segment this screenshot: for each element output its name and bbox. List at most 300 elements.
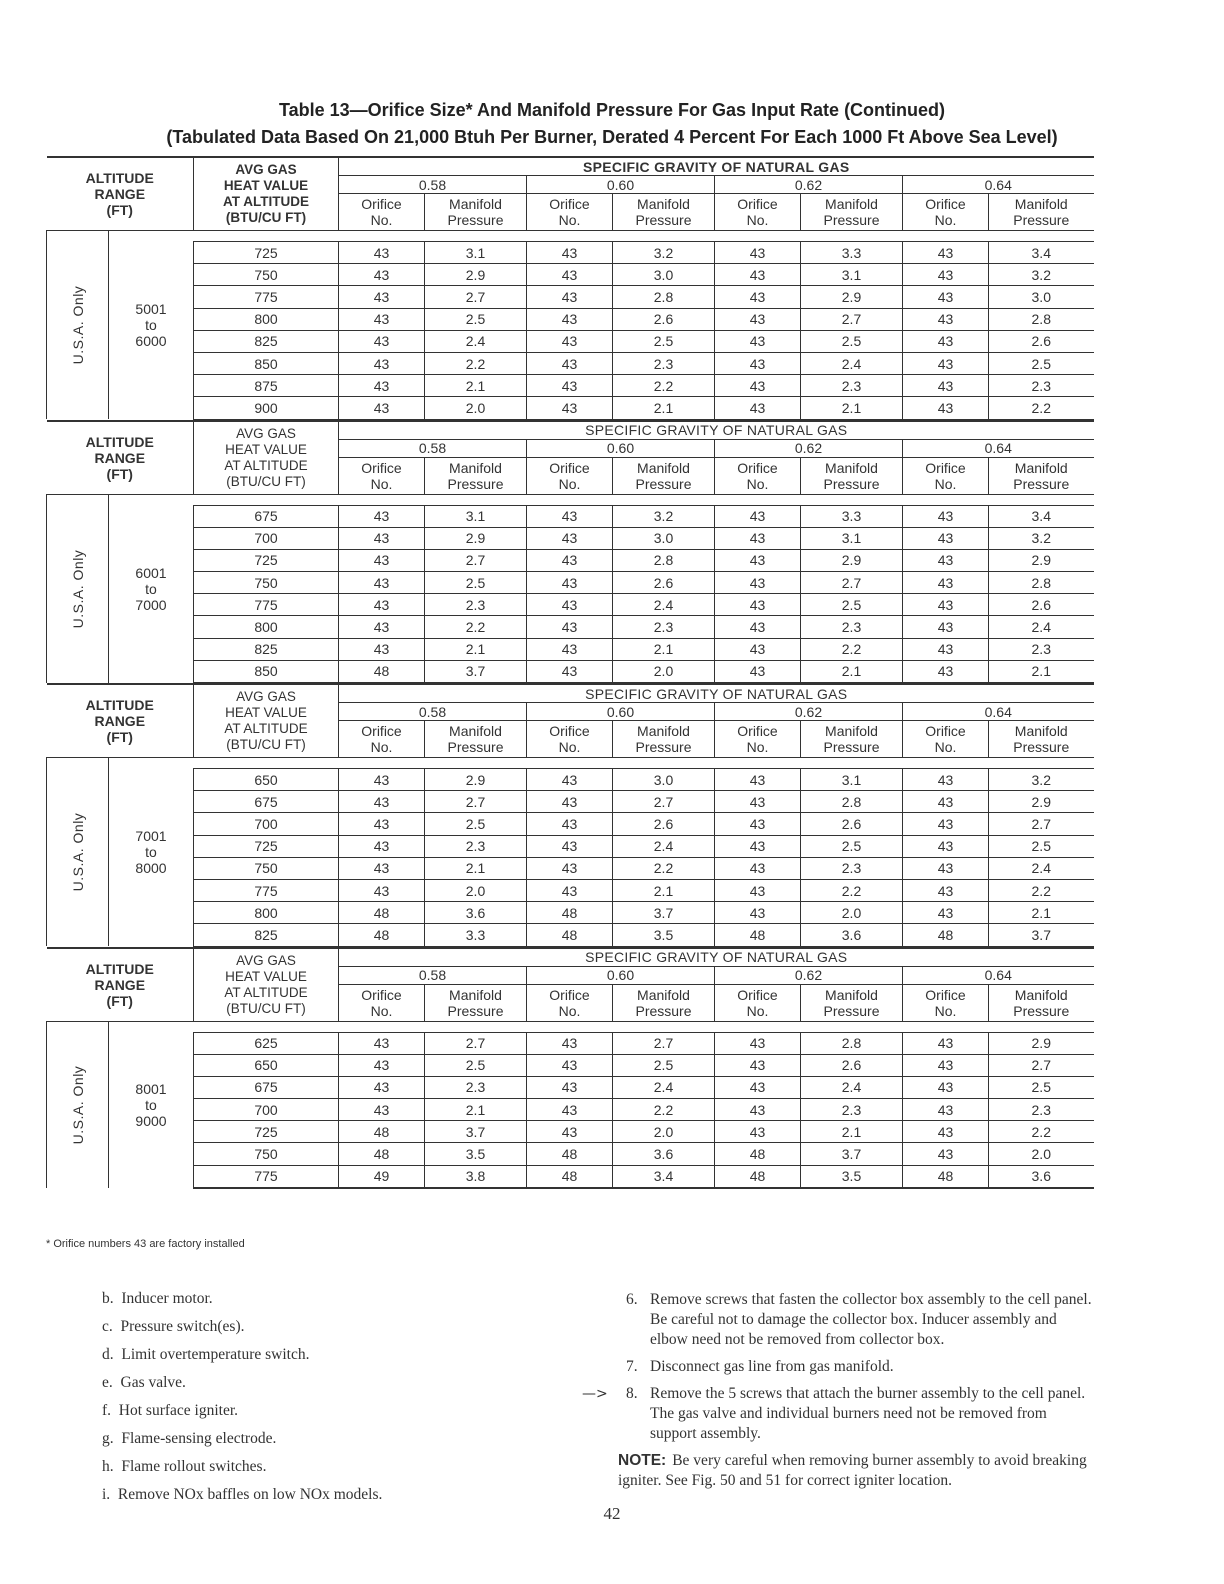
orifice-no-cell: 43 <box>903 594 989 616</box>
orifice-no-cell: 43 <box>339 835 425 857</box>
orifice-no-cell: 43 <box>715 397 801 419</box>
manifold-pressure-cell: 2.6 <box>613 308 715 330</box>
header-row <box>47 684 1094 703</box>
orifice-no-header-line: No. <box>934 1002 957 1019</box>
heat-value-cell: 700 <box>194 527 339 549</box>
orifice-no-cell: 48 <box>339 924 425 946</box>
orifice-no-cell: 43 <box>903 813 989 835</box>
manifold-pressure-cell: 2.9 <box>989 791 1094 813</box>
procedure-steps <box>582 1290 1092 1491</box>
table-row <box>47 813 1094 835</box>
manifold-pressure-header-line: Manifold <box>449 196 502 212</box>
spacer-row <box>47 494 1094 505</box>
note <box>618 1451 1092 1491</box>
orifice-no-header <box>527 457 613 494</box>
manifold-pressure-header-line: Manifold <box>637 196 690 212</box>
orifice-no-cell: 43 <box>527 1054 613 1076</box>
manifold-pressure-cell: 2.7 <box>425 1032 527 1054</box>
orifice-no-header-line: Orifice <box>737 986 778 1003</box>
orifice-no-cell: 43 <box>715 242 801 264</box>
note-label: NOTE: <box>618 1452 667 1469</box>
manifold-pressure-cell: 2.8 <box>801 1032 903 1054</box>
heat-value-cell: 650 <box>194 769 339 791</box>
manifold-pressure-cell: 3.4 <box>989 242 1094 264</box>
heat-value-cell: 850 <box>194 660 339 682</box>
manifold-pressure-cell: 2.9 <box>425 769 527 791</box>
orifice-no-header-line: No. <box>558 212 581 228</box>
manifold-pressure-cell: 3.1 <box>425 242 527 264</box>
orifice-no-cell: 43 <box>903 242 989 264</box>
spacer-row <box>47 758 1094 769</box>
orifice-no-cell: 43 <box>527 330 613 352</box>
gravity-value: 0.64 <box>903 439 1094 457</box>
manifold-pressure-cell: 2.2 <box>989 879 1094 901</box>
manifold-pressure-cell: 3.1 <box>801 769 903 791</box>
orifice-no-header-line: No. <box>746 1002 769 1019</box>
table-row <box>47 835 1094 857</box>
orifice-no-cell: 43 <box>715 1121 801 1143</box>
table-row <box>47 924 1094 946</box>
orifice-no-header <box>527 721 613 758</box>
manifold-pressure-cell: 3.2 <box>989 264 1094 286</box>
table-row <box>47 1054 1094 1076</box>
list-item: h. Flame rollout switches. <box>102 1458 267 1475</box>
altitude-range-value: 8001 <box>135 1080 167 1097</box>
orifice-no-cell: 43 <box>715 330 801 352</box>
altitude-range-header-line: RANGE <box>94 449 146 466</box>
manifold-pressure-header-line: Manifold <box>1014 196 1068 212</box>
manifold-pressure-header <box>425 457 527 494</box>
manifold-pressure-header <box>801 194 903 231</box>
orifice-no-cell: 43 <box>527 1076 613 1098</box>
header-row <box>47 948 1094 967</box>
orifice-no-cell: 43 <box>339 594 425 616</box>
manifold-pressure-cell: 2.1 <box>613 638 715 660</box>
table-row <box>47 572 1094 594</box>
orifice-no-cell: 43 <box>715 835 801 857</box>
orifice-no-cell: 43 <box>527 375 613 397</box>
component-list <box>102 1290 542 1514</box>
orifice-no-cell: 43 <box>715 879 801 901</box>
manifold-pressure-header <box>613 457 715 494</box>
orifice-no-cell: 43 <box>527 769 613 791</box>
table-row <box>47 638 1094 660</box>
altitude-range-header-line: ALTITUDE <box>85 433 154 450</box>
orifice-no-cell: 43 <box>339 1076 425 1098</box>
manifold-pressure-header-line: Manifold <box>1014 723 1068 739</box>
manifold-pressure-header <box>613 194 715 231</box>
manifold-pressure-cell: 2.2 <box>989 397 1094 419</box>
heat-value-cell: 725 <box>194 549 339 571</box>
altitude-range-value: 9000 <box>135 1112 167 1129</box>
orifice-no-header-line: Orifice <box>361 459 402 476</box>
altitude-range-value: 5001 <box>135 301 167 317</box>
manifold-pressure-cell: 2.5 <box>425 308 527 330</box>
manifold-pressure-header <box>989 457 1094 494</box>
orifice-no-cell: 48 <box>527 1165 613 1188</box>
orifice-no-header-line: Orifice <box>737 459 778 476</box>
orifice-no-cell: 43 <box>527 1099 613 1121</box>
orifice-no-header <box>903 457 989 494</box>
orifice-no-cell: 43 <box>903 375 989 397</box>
altitude-range-value: 7001 <box>135 828 167 844</box>
manifold-pressure-cell: 3.7 <box>801 1143 903 1165</box>
orifice-no-cell: 48 <box>903 1165 989 1188</box>
spacer-fill <box>194 1021 1094 1032</box>
footnote: * Orifice numbers 43 are factory installed <box>46 1238 245 1250</box>
manifold-pressure-cell: 2.1 <box>801 1121 903 1143</box>
manifold-pressure-header <box>425 194 527 231</box>
orifice-no-cell: 43 <box>903 572 989 594</box>
country-cell <box>47 231 109 420</box>
orifice-no-cell: 43 <box>339 1032 425 1054</box>
manifold-pressure-cell: 2.3 <box>613 352 715 374</box>
gravity-value: 0.62 <box>715 703 903 721</box>
manifold-pressure-header-line: Pressure <box>635 475 692 492</box>
altitude-range-value: 7000 <box>135 596 167 613</box>
manifold-pressure-header-line: Manifold <box>1014 459 1068 476</box>
orifice-no-cell: 48 <box>339 1143 425 1165</box>
table-row <box>47 616 1094 638</box>
manifold-pressure-header-line: Pressure <box>1013 475 1070 492</box>
orifice-no-cell: 49 <box>339 1165 425 1188</box>
manifold-pressure-cell: 2.0 <box>425 879 527 901</box>
orifice-no-cell: 43 <box>903 1121 989 1143</box>
orifice-no-cell: 43 <box>527 835 613 857</box>
orifice-no-cell: 43 <box>339 1099 425 1121</box>
orifice-no-header-line: Orifice <box>361 196 402 212</box>
manifold-pressure-cell: 3.7 <box>425 1121 527 1143</box>
altitude-range-header <box>47 157 194 231</box>
orifice-no-header <box>715 194 801 231</box>
step-number: 6. <box>626 1291 638 1308</box>
heat-value-cell: 775 <box>194 879 339 901</box>
manifold-pressure-cell: 3.3 <box>425 924 527 946</box>
gravity-value: 0.60 <box>527 176 715 194</box>
manifold-pressure-cell: 2.1 <box>425 857 527 879</box>
altitude-range-header-line: ALTITUDE <box>85 960 154 977</box>
manifold-pressure-cell: 3.7 <box>613 902 715 924</box>
step-text: Disconnect gas line from gas manifold. <box>650 1358 894 1375</box>
heat-value-cell: 750 <box>194 264 339 286</box>
orifice-no-header-line: No. <box>558 739 581 755</box>
manifold-pressure-cell: 2.9 <box>989 1032 1094 1054</box>
avg-gas-header <box>194 948 339 1022</box>
table-row <box>47 330 1094 352</box>
orifice-no-cell: 43 <box>903 527 989 549</box>
orifice-no-cell: 43 <box>715 286 801 308</box>
heat-value-cell: 750 <box>194 572 339 594</box>
orifice-no-header-line: Orifice <box>549 196 590 212</box>
manifold-pressure-cell: 2.2 <box>425 352 527 374</box>
manifold-pressure-cell: 2.6 <box>801 1054 903 1076</box>
orifice-no-cell: 48 <box>339 1121 425 1143</box>
manifold-pressure-cell: 2.7 <box>425 791 527 813</box>
procedure-step <box>582 1384 1092 1444</box>
manifold-pressure-cell: 2.8 <box>989 572 1094 594</box>
orifice-no-header-line: No. <box>746 212 769 228</box>
manifold-pressure-cell: 2.4 <box>801 352 903 374</box>
heat-value-cell: 675 <box>194 505 339 527</box>
specific-gravity-header: SPECIFIC GRAVITY OF NATURAL GAS <box>339 157 1094 176</box>
orifice-no-cell: 43 <box>339 330 425 352</box>
avg-gas-header-line: AVG GAS <box>236 689 296 704</box>
gravity-value: 0.62 <box>715 176 903 194</box>
manifold-pressure-cell: 3.4 <box>613 1165 715 1188</box>
orifice-no-cell: 43 <box>339 813 425 835</box>
manifold-pressure-cell: 2.3 <box>801 1099 903 1121</box>
orifice-no-cell: 43 <box>339 308 425 330</box>
orifice-no-cell: 43 <box>339 1054 425 1076</box>
gravity-value: 0.60 <box>527 966 715 984</box>
orifice-no-cell: 43 <box>715 638 801 660</box>
manifold-pressure-cell: 2.0 <box>989 1143 1094 1165</box>
table-row <box>47 286 1094 308</box>
manifold-pressure-cell: 2.0 <box>613 1121 715 1143</box>
manifold-pressure-header <box>989 721 1094 758</box>
manifold-pressure-cell: 2.6 <box>989 330 1094 352</box>
orifice-no-header-line: No. <box>370 739 393 755</box>
orifice-no-header-line: Orifice <box>737 723 778 739</box>
altitude-range-value: 6001 <box>135 564 167 581</box>
orifice-no-cell: 43 <box>715 1076 801 1098</box>
orifice-no-cell: 43 <box>715 1054 801 1076</box>
altitude-range-header <box>47 684 194 758</box>
table-row <box>47 505 1094 527</box>
orifice-no-cell: 43 <box>527 549 613 571</box>
manifold-pressure-header <box>801 457 903 494</box>
avg-gas-header-line: (BTU/CU FT) <box>226 473 306 489</box>
table-row <box>47 1076 1094 1098</box>
manifold-pressure-header-line: Manifold <box>637 723 690 739</box>
orifice-no-cell: 43 <box>715 1032 801 1054</box>
manifold-pressure-cell: 2.7 <box>989 1054 1094 1076</box>
manifold-pressure-cell: 3.1 <box>425 505 527 527</box>
heat-value-cell: 675 <box>194 1076 339 1098</box>
step-number: 7. <box>626 1358 638 1375</box>
orifice-no-cell: 43 <box>527 857 613 879</box>
orifice-no-cell: 43 <box>339 375 425 397</box>
country-label: U.S.A. Only <box>69 285 86 365</box>
avg-gas-header-line: HEAT VALUE <box>225 441 307 457</box>
table-row <box>47 1143 1094 1165</box>
country-cell <box>47 758 109 947</box>
heat-value-cell: 800 <box>194 616 339 638</box>
orifice-no-header-line: No. <box>746 739 769 755</box>
manifold-pressure-cell: 2.2 <box>613 375 715 397</box>
spacer-row <box>47 231 1094 242</box>
country-label: U.S.A. Only <box>69 812 86 892</box>
orifice-no-cell: 43 <box>715 527 801 549</box>
manifold-pressure-cell: 2.5 <box>425 572 527 594</box>
orifice-table-block <box>46 420 1094 684</box>
orifice-no-cell: 48 <box>339 660 425 682</box>
manifold-pressure-cell: 2.0 <box>613 660 715 682</box>
orifice-no-cell: 43 <box>715 572 801 594</box>
manifold-pressure-header-line: Manifold <box>825 986 878 1003</box>
orifice-no-header-line: Orifice <box>549 986 590 1003</box>
manifold-pressure-header-line: Pressure <box>447 739 504 755</box>
gravity-value: 0.58 <box>339 176 527 194</box>
manifold-pressure-cell: 2.9 <box>425 527 527 549</box>
manifold-pressure-header-line: Manifold <box>449 986 502 1003</box>
table-row <box>47 769 1094 791</box>
orifice-no-cell: 48 <box>715 924 801 946</box>
manifold-pressure-cell: 2.2 <box>801 879 903 901</box>
orifice-no-header <box>339 194 425 231</box>
manifold-pressure-cell: 3.3 <box>801 505 903 527</box>
manifold-pressure-cell: 3.0 <box>613 264 715 286</box>
heat-value-cell: 700 <box>194 1099 339 1121</box>
avg-gas-header-line: AT ALTITUDE <box>223 194 309 209</box>
heat-value-cell: 900 <box>194 397 339 419</box>
manifold-pressure-cell: 3.6 <box>801 924 903 946</box>
manifold-pressure-cell: 2.1 <box>613 397 715 419</box>
manifold-pressure-cell: 2.4 <box>613 835 715 857</box>
manifold-pressure-cell: 2.1 <box>425 638 527 660</box>
altitude-range-cell <box>109 231 194 420</box>
heat-value-cell: 800 <box>194 308 339 330</box>
orifice-no-cell: 43 <box>527 352 613 374</box>
manifold-pressure-header-line: Pressure <box>635 212 692 228</box>
gravity-value: 0.64 <box>903 966 1094 984</box>
orifice-no-cell: 43 <box>527 527 613 549</box>
avg-gas-header-line: AVG GAS <box>236 952 296 968</box>
manifold-pressure-cell: 2.0 <box>801 902 903 924</box>
orifice-no-cell: 48 <box>527 924 613 946</box>
orifice-no-cell: 43 <box>339 638 425 660</box>
orifice-no-cell: 43 <box>527 286 613 308</box>
steps-container <box>582 1290 1092 1444</box>
orifice-no-cell: 48 <box>527 1143 613 1165</box>
orifice-no-cell: 43 <box>903 286 989 308</box>
list-item: f. Hot surface igniter. <box>102 1402 239 1419</box>
orifice-no-cell: 43 <box>903 902 989 924</box>
table-row <box>47 549 1094 571</box>
orifice-no-cell: 43 <box>527 308 613 330</box>
table-row <box>47 375 1094 397</box>
heat-value-cell: 800 <box>194 902 339 924</box>
orifice-no-header-line: Orifice <box>925 459 966 476</box>
heat-value-cell: 725 <box>194 835 339 857</box>
orifice-no-cell: 43 <box>903 352 989 374</box>
orifice-no-cell: 43 <box>903 505 989 527</box>
orifice-no-cell: 43 <box>715 594 801 616</box>
heat-value-cell: 825 <box>194 638 339 660</box>
orifice-no-cell: 43 <box>339 616 425 638</box>
manifold-pressure-cell: 3.4 <box>989 505 1094 527</box>
manifold-pressure-header <box>801 984 903 1021</box>
orifice-no-cell: 43 <box>527 505 613 527</box>
altitude-range-header-line: RANGE <box>94 713 146 729</box>
orifice-no-header <box>527 194 613 231</box>
manifold-pressure-cell: 2.3 <box>801 375 903 397</box>
manifold-pressure-header-line: Manifold <box>825 459 878 476</box>
orifice-no-cell: 43 <box>527 616 613 638</box>
step-number: 8. <box>626 1385 638 1402</box>
orifice-no-header <box>527 984 613 1021</box>
manifold-pressure-header-line: Pressure <box>1013 739 1070 755</box>
procedure-step <box>618 1357 1092 1377</box>
altitude-range-header-line: (FT) <box>106 992 133 1009</box>
orifice-no-cell: 43 <box>527 264 613 286</box>
orifice-no-cell: 43 <box>339 572 425 594</box>
heat-value-cell: 775 <box>194 286 339 308</box>
altitude-range-value: to <box>145 580 157 597</box>
orifice-no-header-line: No. <box>558 475 581 492</box>
manifold-pressure-cell: 2.5 <box>613 1054 715 1076</box>
manifold-pressure-header-line: Pressure <box>1013 1002 1070 1019</box>
table-row <box>47 352 1094 374</box>
orifice-no-cell: 43 <box>903 616 989 638</box>
altitude-range-header-line: RANGE <box>94 186 146 202</box>
avg-gas-header-line: AT ALTITUDE <box>224 721 308 736</box>
orifice-no-cell: 43 <box>527 1032 613 1054</box>
manifold-pressure-cell: 2.1 <box>613 879 715 901</box>
gravity-value: 0.64 <box>903 703 1094 721</box>
manifold-pressure-cell: 2.1 <box>801 397 903 419</box>
orifice-no-cell: 48 <box>527 902 613 924</box>
table-row <box>47 264 1094 286</box>
page-number: 42 <box>603 1504 621 1523</box>
manifold-pressure-cell: 2.8 <box>801 791 903 813</box>
manifold-pressure-cell: 2.9 <box>989 549 1094 571</box>
orifice-no-cell: 43 <box>339 549 425 571</box>
manifold-pressure-cell: 2.3 <box>425 835 527 857</box>
orifice-no-header <box>715 457 801 494</box>
orifice-no-cell: 43 <box>715 264 801 286</box>
avg-gas-header-line: (BTU/CU FT) <box>226 737 306 752</box>
heat-value-cell: 775 <box>194 1165 339 1188</box>
avg-gas-header-line: AT ALTITUDE <box>224 984 308 1000</box>
avg-gas-header-line: AVG GAS <box>235 162 297 177</box>
country-label: U.S.A. Only <box>69 1065 86 1144</box>
specific-gravity-header: SPECIFIC GRAVITY OF NATURAL GAS <box>339 421 1094 440</box>
manifold-pressure-cell: 3.7 <box>989 924 1094 946</box>
change-arrow-icon: —> <box>582 1386 608 1402</box>
manifold-pressure-header <box>989 194 1094 231</box>
manifold-pressure-cell: 2.3 <box>613 616 715 638</box>
heat-value-cell: 875 <box>194 375 339 397</box>
manifold-pressure-header-line: Manifold <box>637 986 690 1003</box>
heat-value-cell: 725 <box>194 1121 339 1143</box>
orifice-no-cell: 48 <box>903 924 989 946</box>
orifice-no-cell: 43 <box>715 505 801 527</box>
orifice-table-block <box>46 156 1094 420</box>
heat-value-cell: 725 <box>194 242 339 264</box>
manifold-pressure-cell: 2.5 <box>801 835 903 857</box>
heat-value-cell: 775 <box>194 594 339 616</box>
manifold-pressure-cell: 2.7 <box>801 572 903 594</box>
manifold-pressure-header-line: Pressure <box>823 475 880 492</box>
table-title-line2: (Tabulated Data Based On 21,000 Btuh Per Burner, Derated 4 Percent For Each 1000 Ft Above Sea Level) <box>166 127 1058 147</box>
orifice-no-header <box>903 194 989 231</box>
manifold-pressure-cell: 2.1 <box>801 660 903 682</box>
orifice-no-cell: 43 <box>903 857 989 879</box>
orifice-no-cell: 43 <box>527 660 613 682</box>
procedure-step <box>618 1290 1092 1350</box>
altitude-range-cell <box>109 758 194 947</box>
orifice-no-cell: 43 <box>903 1076 989 1098</box>
manifold-pressure-header-line: Pressure <box>823 1002 880 1019</box>
gravity-value: 0.60 <box>527 439 715 457</box>
orifice-no-cell: 43 <box>715 791 801 813</box>
orifice-no-cell: 43 <box>527 572 613 594</box>
manifold-pressure-cell: 3.5 <box>425 1143 527 1165</box>
orifice-no-cell: 43 <box>339 791 425 813</box>
orifice-no-cell: 43 <box>339 352 425 374</box>
orifice-no-cell: 43 <box>339 879 425 901</box>
